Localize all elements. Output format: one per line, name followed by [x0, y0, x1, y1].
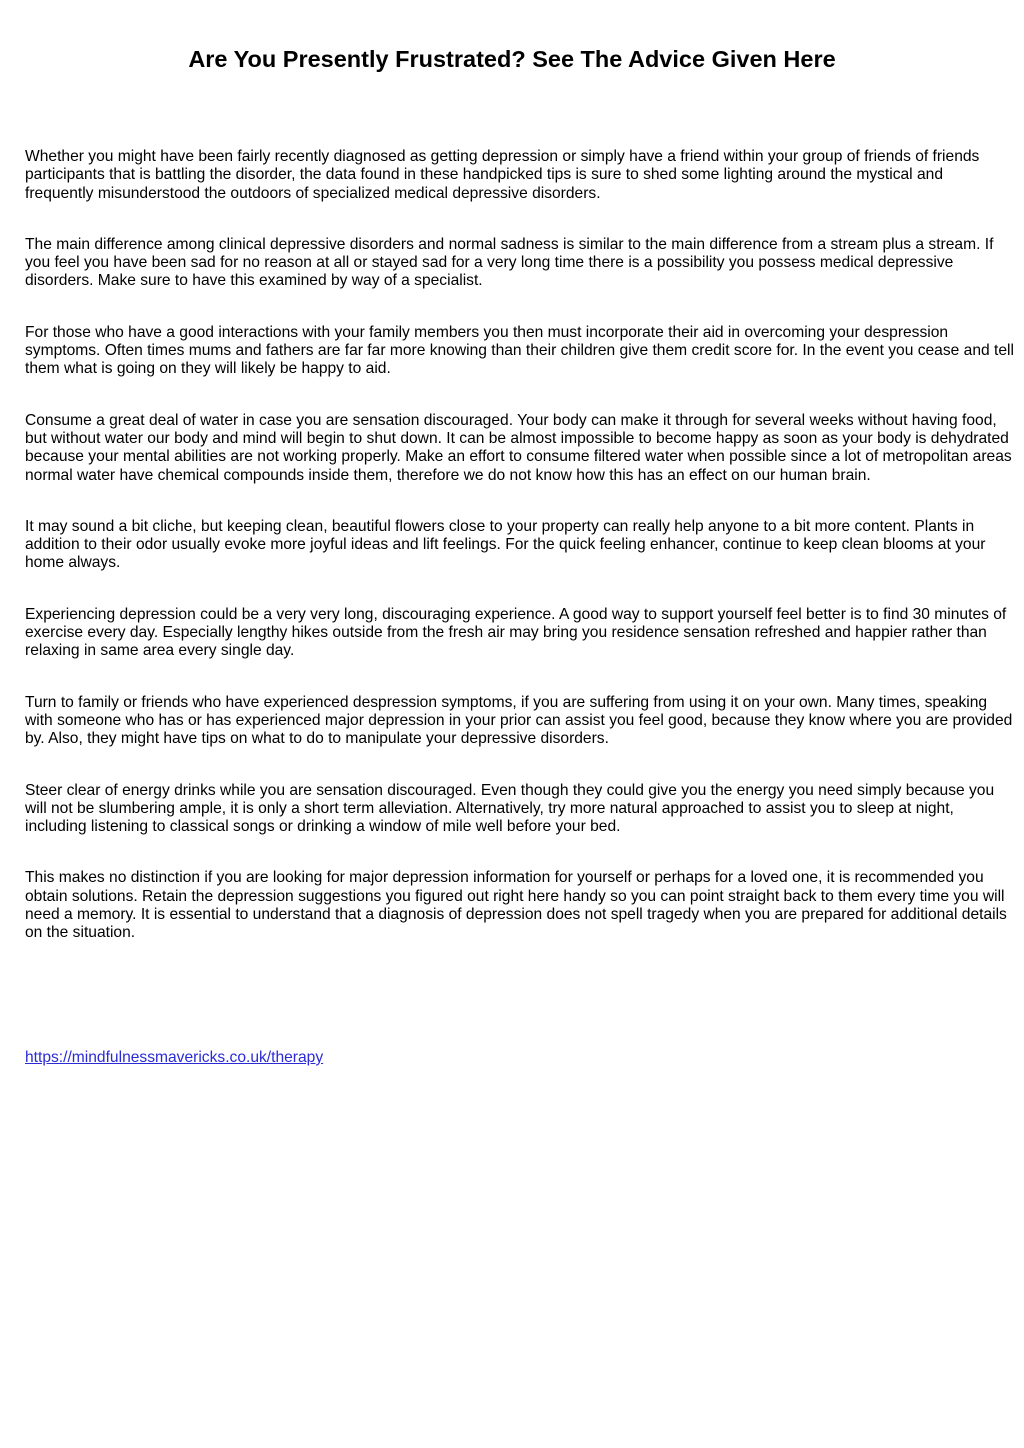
- article-body: [25, 148, 1015, 976]
- paragraph-1: Whether you might have been fairly recently diagnosed as getting depression or simply have a friend within your group of friends of friends participants that is battling the disorder, the data found in these handpicked tips is sure to shed some lighting around the mystical and frequently misunderstood the outdoors of specialized medical depressive disorders.: [25, 148, 980, 202]
- paragraph-5: It may sound a bit cliche, but keeping clean, beautiful flowers close to your property can really help anyone to a bit more content. Plants in addition to their odor usually evoke more joyful ideas and lift feelings. For the quick feeling enhancer, continue to keep clean blooms at your home always.: [25, 517, 986, 572]
- paragraph-7: Turn to family or friends who have experienced despression symptoms, if you are suffering from using it on your own. Many times, speaking with someone who has or has experienced major depression in your prior can assist you feel good, because they know where you are provided by. Also, they might have tips on what to do to manipulate your depressive disorders.: [25, 693, 1013, 748]
- link-container: [25, 1049, 323, 1067]
- paragraph-2: The main difference among clinical depressive disorders and normal sadness is similar to the main difference from a stream plus a stream. If you feel you have been sad for no reason at all or stayed sad for a very long time there is a possibility you possess medical depressive disorders. Make sure to have this examined by way of a specialist.: [25, 235, 994, 290]
- page-title: Are You Presently Frustrated? See The Advice Given Here: [188, 46, 836, 72]
- paragraph-9: This makes no distinction if you are looking for major depression information for yourself or perhaps for a loved one, it is recommended you obtain solutions. Retain the depression suggestions you figured out right here handy so you can point straight back to them every time you will need a memory. It is essential to understand that a diagnosis of depression does not spell tragedy when you are prepared for additional details on the situation.: [25, 869, 1007, 942]
- therapy-link[interactable]: https://mindfulnessmavericks.co.uk/therapy: [25, 1049, 324, 1066]
- paragraph-3: For those who have a good interactions with your family members you then must incorporate their aid in overcoming your despression symptoms. Often times mums and fathers are far far more knowing than their children give them credit score for. In the event you cease and tell them what is going on they will likely be happy to aid.: [25, 323, 1014, 378]
- paragraph-6: Experiencing depression could be a very very long, discouraging experience. A good way to support yourself feel better is to find 30 minutes of exercise every day. Especially lengthy hikes outside from the fresh air may bring you residence sensation refreshed and happier rather than relaxing in same area every single day.: [25, 605, 1007, 660]
- paragraph-8: Steer clear of energy drinks while you are sensation discouraged. Even though they could give you the energy you need simply because you will not be slumbering ample, it is only a short term alleviation. Alternatively, try more natural approached to assist you to sleep at night, including listening to classical songs or drinking a window of mile well before your bed.: [25, 781, 995, 836]
- paragraph-4: Consume a great deal of water in case you are sensation discouraged. Your body can make it through for several weeks without having food, but without water our body and mind will begin to shut down. It can be almost impossible to become happy as soon as your body is dehydrated because your mental abilities are not working properly. Make an effort to consume filtered water when possible since a lot of metropolitan areas normal water have chemical compounds inside them, therefore we do not know how this has an effect on our human brain.: [25, 411, 1012, 484]
